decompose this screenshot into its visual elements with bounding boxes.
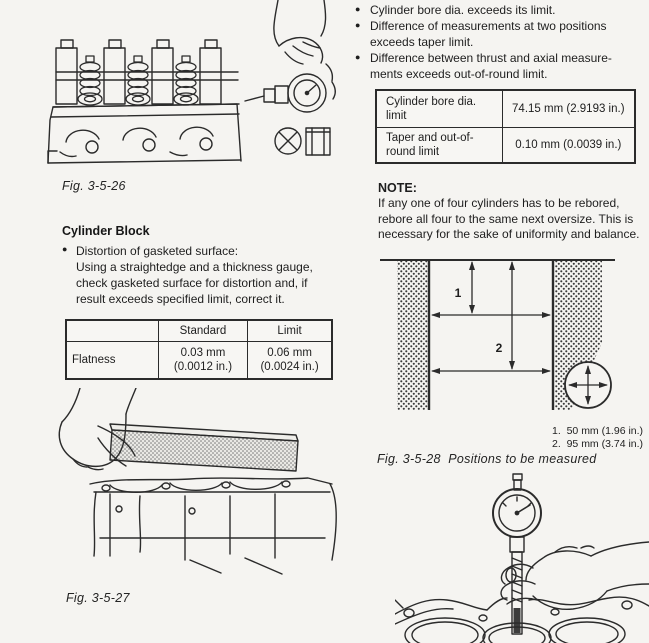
table-row	[376, 127, 635, 163]
dial-gauge-icon	[245, 74, 326, 112]
bore-measure-positions-diagram	[375, 245, 645, 415]
dimension-arrows	[432, 262, 550, 371]
row-value: 0.10 mm (0.0039 in.)	[502, 127, 635, 163]
table-header-row	[66, 320, 332, 341]
straightedge-on-block-illustration	[40, 388, 340, 588]
note-line: If any one of four cylinders has to be rebored,	[378, 196, 620, 210]
note-line: rebore all four to the same next oversize. This is	[378, 211, 634, 226]
thrust-axial-direction-icon	[565, 362, 611, 408]
list-item	[353, 18, 649, 50]
position-1-label: 1	[454, 286, 462, 300]
criteria-bullet-list	[353, 2, 649, 82]
bullet-icon: ●	[355, 4, 361, 14]
note-paragraph	[378, 196, 646, 243]
table-row	[376, 90, 635, 127]
straightedge-bar	[110, 424, 298, 471]
bullet-line: Difference of measurements at two positions	[370, 19, 607, 33]
distortion-bullet	[62, 243, 356, 307]
cylinder-block-top	[90, 478, 336, 574]
note-line: necessary for the sake of uniformity and balance.	[378, 227, 640, 241]
cylinder-block-heading: Cylinder Block	[62, 224, 150, 238]
row-label: Cylinder bore dia. limit	[376, 90, 502, 127]
hand-illustration	[274, 0, 335, 99]
bullet-line: exceeds taper limit.	[370, 35, 474, 49]
bullet-title: Distortion of gasketed surface:	[76, 244, 239, 258]
list-item	[353, 50, 649, 82]
row-label: Taper and out-of-round limit	[376, 127, 502, 163]
bullet-line: check gasketed surface for distortion and, if	[76, 276, 308, 290]
flatness-table	[65, 319, 333, 380]
bullet-line: Using a straightedge and a thickness gauge,	[76, 260, 313, 274]
standard-header: Standard	[158, 320, 247, 341]
bullet-icon: ●	[355, 20, 361, 30]
cylinder-bore-gauge-illustration	[395, 472, 649, 643]
row-value: 74.15 mm (2.9193 in.)	[502, 90, 635, 127]
list-item	[353, 2, 649, 18]
row-label: Flatness	[66, 341, 158, 379]
bullet-icon: ●	[355, 52, 361, 62]
bullet-line: Cylinder bore dia. exceeds its limit.	[370, 3, 556, 17]
gauge-stem	[510, 537, 524, 634]
bullet-line: result exceeds specified limit, correct it.	[76, 292, 285, 306]
limit-header: Limit	[248, 320, 332, 341]
fig28-caption: Fig. 3-5-28 Positions to be measured	[377, 452, 597, 466]
bullet-line: ments exceeds out-of-round limit.	[370, 67, 548, 81]
legend-item-2: 2. 95 mm (3.74 in.)	[552, 438, 644, 450]
note-title: NOTE:	[378, 181, 417, 195]
bore-cylinder-icon	[306, 128, 330, 155]
cross-circle-icon	[275, 128, 301, 154]
legend-item-1: 1. 50 mm (1.96 in.)	[552, 425, 644, 437]
standard-value: 0.03 mm (0.0012 in.)	[158, 341, 247, 379]
empty-header-cell	[66, 320, 158, 341]
dial-gauge-icon	[493, 474, 541, 537]
left-wall-section	[397, 260, 428, 410]
fig26-caption: Fig. 3-5-26	[62, 179, 126, 193]
cylinder-head-dial-gauge-illustration	[40, 0, 342, 172]
table-row	[66, 341, 332, 379]
fig27-caption: Fig. 3-5-27	[66, 591, 130, 605]
position-2-label: 2	[495, 341, 503, 355]
bore-limits-table	[375, 89, 636, 164]
limit-value: 0.06 mm (0.0024 in.)	[248, 341, 332, 379]
bullet-icon: ●	[62, 244, 68, 254]
bullet-line: Difference between thrust and axial measure-	[370, 51, 612, 65]
